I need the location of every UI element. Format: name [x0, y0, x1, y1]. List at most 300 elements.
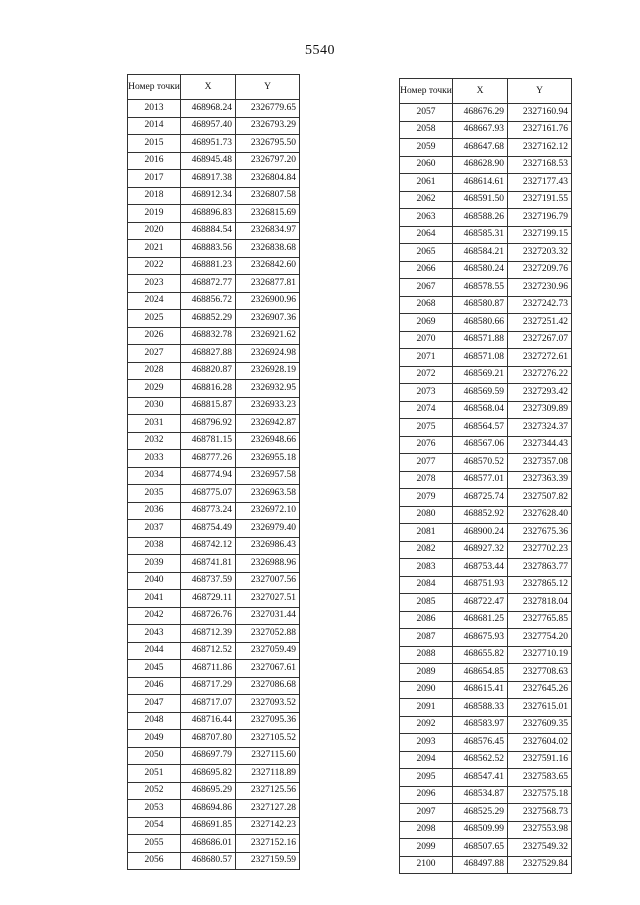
x-coordinate-cell: 468900.24 — [453, 524, 508, 542]
y-coordinate-cell: 2326900.96 — [236, 292, 300, 310]
x-coordinate-cell: 468781.15 — [181, 432, 236, 450]
y-coordinate-cell: 2327363.39 — [508, 471, 572, 489]
table-row — [400, 734, 572, 752]
y-coordinate-cell: 2327199.15 — [508, 226, 572, 244]
x-coordinate-cell: 468827.88 — [181, 345, 236, 363]
table-row — [128, 240, 300, 258]
point-number-cell: 2019 — [128, 205, 181, 223]
x-coordinate-cell: 468569.59 — [453, 384, 508, 402]
point-number-cell: 2083 — [400, 559, 453, 577]
table-row — [400, 716, 572, 734]
point-number-cell: 2074 — [400, 401, 453, 419]
y-coordinate-cell: 2326932.95 — [236, 380, 300, 398]
point-number-cell: 2093 — [400, 734, 453, 752]
x-coordinate-cell: 468796.92 — [181, 415, 236, 433]
table-row — [128, 187, 300, 205]
table-row — [400, 226, 572, 244]
table-row — [400, 751, 572, 769]
point-number-cell: 2068 — [400, 296, 453, 314]
y-coordinate-cell: 2326928.19 — [236, 362, 300, 380]
y-coordinate-cell: 2327818.04 — [508, 594, 572, 612]
x-coordinate-cell: 468654.85 — [453, 664, 508, 682]
table-row — [128, 502, 300, 520]
x-coordinate-cell: 468691.85 — [181, 817, 236, 835]
point-number-cell: 2072 — [400, 366, 453, 384]
table-row — [128, 642, 300, 660]
y-coordinate-cell: 2327553.98 — [508, 821, 572, 839]
x-coordinate-cell: 468774.94 — [181, 467, 236, 485]
point-number-cell: 2067 — [400, 279, 453, 297]
x-coordinate-cell: 468751.93 — [453, 576, 508, 594]
table-row — [128, 432, 300, 450]
x-coordinate-cell: 468883.56 — [181, 240, 236, 258]
table-row — [128, 835, 300, 853]
x-coordinate-cell: 468580.24 — [453, 261, 508, 279]
point-number-cell: 2044 — [128, 642, 181, 660]
point-number-cell: 2042 — [128, 607, 181, 625]
point-number-cell: 2076 — [400, 436, 453, 454]
point-number-cell: 2039 — [128, 555, 181, 573]
y-coordinate-cell: 2327272.61 — [508, 349, 572, 367]
x-coordinate-cell: 468773.24 — [181, 502, 236, 520]
y-coordinate-cell: 2327615.01 — [508, 699, 572, 717]
y-coordinate-cell: 2326807.58 — [236, 187, 300, 205]
table-row — [400, 279, 572, 297]
point-number-cell: 2065 — [400, 244, 453, 262]
y-coordinate-cell: 2326804.84 — [236, 170, 300, 188]
point-number-cell: 2045 — [128, 660, 181, 678]
y-coordinate-cell: 2327575.18 — [508, 786, 572, 804]
x-coordinate-cell: 468917.38 — [181, 170, 236, 188]
y-coordinate-cell: 2327105.52 — [236, 730, 300, 748]
x-coordinate-cell: 468881.23 — [181, 257, 236, 275]
table-row — [400, 349, 572, 367]
x-coordinate-cell: 468694.86 — [181, 800, 236, 818]
x-coordinate-cell: 468716.44 — [181, 712, 236, 730]
point-number-cell: 2071 — [400, 349, 453, 367]
y-coordinate-cell: 2327230.96 — [508, 279, 572, 297]
y-coordinate-cell: 2327031.44 — [236, 607, 300, 625]
x-coordinate-cell: 468951.73 — [181, 135, 236, 153]
point-number-cell: 2018 — [128, 187, 181, 205]
y-coordinate-cell: 2327159.59 — [236, 852, 300, 870]
y-coordinate-cell: 2327059.49 — [236, 642, 300, 660]
point-number-cell: 2032 — [128, 432, 181, 450]
x-coordinate-cell: 468580.87 — [453, 296, 508, 314]
point-number-cell: 2075 — [400, 419, 453, 437]
coordinates-table-right — [399, 78, 572, 874]
x-coordinate-cell: 468667.93 — [453, 121, 508, 139]
point-number-cell: 2043 — [128, 625, 181, 643]
y-coordinate-cell: 2327191.55 — [508, 191, 572, 209]
point-number-cell: 2029 — [128, 380, 181, 398]
x-coordinate-cell: 468820.87 — [181, 362, 236, 380]
point-number-cell: 2047 — [128, 695, 181, 713]
x-coordinate-cell: 468534.87 — [453, 786, 508, 804]
x-coordinate-cell: 468852.92 — [453, 506, 508, 524]
x-coordinate-cell: 468742.12 — [181, 537, 236, 555]
point-number-cell: 2089 — [400, 664, 453, 682]
page-number: 5540 — [305, 43, 335, 58]
y-coordinate-cell: 2326779.65 — [236, 100, 300, 118]
table-row — [128, 625, 300, 643]
y-coordinate-cell: 2327118.89 — [236, 765, 300, 783]
point-number-cell: 2062 — [400, 191, 453, 209]
x-coordinate-cell: 468815.87 — [181, 397, 236, 415]
table-row — [400, 209, 572, 227]
table-row — [400, 384, 572, 402]
y-coordinate-cell: 2327161.76 — [508, 121, 572, 139]
x-coordinate-cell: 468725.74 — [453, 489, 508, 507]
x-coordinate-cell: 468547.41 — [453, 769, 508, 787]
x-coordinate-cell: 468614.61 — [453, 174, 508, 192]
x-coordinate-cell: 468585.31 — [453, 226, 508, 244]
x-coordinate-cell: 468564.57 — [453, 419, 508, 437]
y-coordinate-cell: 2326842.60 — [236, 257, 300, 275]
x-coordinate-cell: 468896.83 — [181, 205, 236, 223]
x-coordinate-cell: 468578.55 — [453, 279, 508, 297]
table-row — [128, 152, 300, 170]
table-row — [400, 594, 572, 612]
table-row — [128, 817, 300, 835]
x-coordinate-cell: 468647.68 — [453, 139, 508, 157]
x-coordinate-cell: 468777.26 — [181, 450, 236, 468]
x-coordinate-cell: 468816.28 — [181, 380, 236, 398]
x-coordinate-cell: 468680.57 — [181, 852, 236, 870]
y-coordinate-cell: 2327242.73 — [508, 296, 572, 314]
x-coordinate-cell: 468712.39 — [181, 625, 236, 643]
point-number-cell: 2088 — [400, 646, 453, 664]
y-coordinate-cell: 2327052.88 — [236, 625, 300, 643]
table-row — [128, 590, 300, 608]
table-row — [400, 681, 572, 699]
table-row — [128, 607, 300, 625]
table-row — [128, 205, 300, 223]
x-coordinate-cell: 468695.82 — [181, 765, 236, 783]
y-coordinate-cell: 2327865.12 — [508, 576, 572, 594]
table-row — [400, 804, 572, 822]
table-row — [400, 524, 572, 542]
table-header-row — [400, 79, 572, 104]
x-coordinate-cell: 468588.33 — [453, 699, 508, 717]
x-coordinate-cell: 468711.86 — [181, 660, 236, 678]
point-number-cell: 2053 — [128, 800, 181, 818]
y-coordinate-cell: 2326986.43 — [236, 537, 300, 555]
x-coordinate-cell: 468655.82 — [453, 646, 508, 664]
point-number-cell: 2090 — [400, 681, 453, 699]
table-row — [400, 786, 572, 804]
table-row — [128, 327, 300, 345]
y-coordinate-cell: 2327710.19 — [508, 646, 572, 664]
y-coordinate-cell: 2327591.16 — [508, 751, 572, 769]
y-coordinate-cell: 2326921.62 — [236, 327, 300, 345]
x-coordinate-cell: 468717.07 — [181, 695, 236, 713]
x-coordinate-cell: 468832.78 — [181, 327, 236, 345]
table-row — [128, 117, 300, 135]
y-coordinate-cell: 2327702.23 — [508, 541, 572, 559]
x-coordinate-cell: 468571.88 — [453, 331, 508, 349]
point-number-cell: 2016 — [128, 152, 181, 170]
point-number-cell: 2099 — [400, 839, 453, 857]
point-number-cell: 2094 — [400, 751, 453, 769]
x-coordinate-cell: 468729.11 — [181, 590, 236, 608]
x-coordinate-cell: 468737.59 — [181, 572, 236, 590]
y-coordinate-cell: 2326793.29 — [236, 117, 300, 135]
y-coordinate-cell: 2327086.68 — [236, 677, 300, 695]
y-coordinate-cell: 2327276.22 — [508, 366, 572, 384]
point-number-cell: 2060 — [400, 156, 453, 174]
y-coordinate-cell: 2327675.36 — [508, 524, 572, 542]
table-row — [128, 467, 300, 485]
point-number-cell: 2017 — [128, 170, 181, 188]
y-coordinate-cell: 2326838.68 — [236, 240, 300, 258]
point-number-cell: 2020 — [128, 222, 181, 240]
table-row — [400, 471, 572, 489]
table-row — [128, 852, 300, 870]
y-coordinate-cell: 2327267.07 — [508, 331, 572, 349]
table-row — [128, 310, 300, 328]
point-number-cell: 2066 — [400, 261, 453, 279]
table-row — [128, 135, 300, 153]
y-coordinate-cell: 2326963.58 — [236, 485, 300, 503]
table-row — [128, 292, 300, 310]
table-row — [128, 695, 300, 713]
x-coordinate-cell: 468722.47 — [453, 594, 508, 612]
point-number-cell: 2100 — [400, 856, 453, 874]
table-row — [128, 572, 300, 590]
point-number-cell: 2055 — [128, 835, 181, 853]
y-coordinate-cell: 2326834.97 — [236, 222, 300, 240]
point-number-cell: 2087 — [400, 629, 453, 647]
table-row — [128, 450, 300, 468]
point-number-cell: 2064 — [400, 226, 453, 244]
table-row — [128, 275, 300, 293]
x-coordinate-cell: 468697.79 — [181, 747, 236, 765]
table-row — [128, 782, 300, 800]
point-number-cell: 2096 — [400, 786, 453, 804]
y-coordinate-cell: 2326948.66 — [236, 432, 300, 450]
x-coordinate-cell: 468568.04 — [453, 401, 508, 419]
y-coordinate-cell: 2327765.85 — [508, 611, 572, 629]
y-coordinate-cell: 2326907.36 — [236, 310, 300, 328]
table-row — [400, 296, 572, 314]
table-row — [400, 104, 572, 122]
point-number-cell: 2078 — [400, 471, 453, 489]
y-coordinate-cell: 2327251.42 — [508, 314, 572, 332]
x-coordinate-cell: 468497.88 — [453, 856, 508, 874]
x-coordinate-cell: 468753.44 — [453, 559, 508, 577]
table-row — [128, 537, 300, 555]
table-row — [400, 174, 572, 192]
table-row — [128, 257, 300, 275]
y-coordinate-cell: 2326815.69 — [236, 205, 300, 223]
y-coordinate-cell: 2327863.77 — [508, 559, 572, 577]
point-number-cell: 2091 — [400, 699, 453, 717]
y-coordinate-cell: 2327529.84 — [508, 856, 572, 874]
y-coordinate-cell: 2327293.42 — [508, 384, 572, 402]
point-number-cell: 2080 — [400, 506, 453, 524]
y-coordinate-cell: 2326797.20 — [236, 152, 300, 170]
table-row — [400, 646, 572, 664]
point-number-cell: 2050 — [128, 747, 181, 765]
table-row — [400, 541, 572, 559]
point-number-cell: 2037 — [128, 520, 181, 538]
y-coordinate-cell: 2327507.82 — [508, 489, 572, 507]
point-number-cell: 2086 — [400, 611, 453, 629]
x-coordinate-cell: 468577.01 — [453, 471, 508, 489]
y-coordinate-cell: 2327027.51 — [236, 590, 300, 608]
point-number-cell: 2073 — [400, 384, 453, 402]
table-row — [400, 664, 572, 682]
table-row — [128, 397, 300, 415]
table-row — [128, 362, 300, 380]
point-number-cell: 2022 — [128, 257, 181, 275]
point-number-cell: 2051 — [128, 765, 181, 783]
table-row — [400, 506, 572, 524]
table-row — [400, 366, 572, 384]
table-row — [400, 611, 572, 629]
y-coordinate-cell: 2326933.23 — [236, 397, 300, 415]
table-row — [128, 380, 300, 398]
point-number-cell: 2027 — [128, 345, 181, 363]
y-coordinate-cell: 2327209.76 — [508, 261, 572, 279]
x-coordinate-cell: 468588.26 — [453, 209, 508, 227]
x-coordinate-cell: 468726.76 — [181, 607, 236, 625]
table-row — [400, 821, 572, 839]
x-coordinate-cell: 468569.21 — [453, 366, 508, 384]
point-number-cell: 2024 — [128, 292, 181, 310]
table-row — [400, 314, 572, 332]
table-row — [400, 454, 572, 472]
table-row — [128, 747, 300, 765]
x-coordinate-cell: 468571.08 — [453, 349, 508, 367]
point-number-cell: 2035 — [128, 485, 181, 503]
point-number-cell: 2057 — [400, 104, 453, 122]
point-number-cell: 2097 — [400, 804, 453, 822]
y-coordinate-cell: 2327708.63 — [508, 664, 572, 682]
x-coordinate-cell: 468872.77 — [181, 275, 236, 293]
point-number-cell: 2070 — [400, 331, 453, 349]
point-number-cell: 2048 — [128, 712, 181, 730]
table-row — [128, 222, 300, 240]
y-coordinate-cell: 2327309.89 — [508, 401, 572, 419]
table-row — [128, 712, 300, 730]
point-number-cell: 2014 — [128, 117, 181, 135]
table-row — [400, 401, 572, 419]
x-coordinate-cell: 468912.34 — [181, 187, 236, 205]
point-number-cell: 2026 — [128, 327, 181, 345]
x-coordinate-cell: 468576.45 — [453, 734, 508, 752]
point-number-cell: 2015 — [128, 135, 181, 153]
y-coordinate-cell: 2327645.26 — [508, 681, 572, 699]
y-coordinate-cell: 2327203.32 — [508, 244, 572, 262]
point-number-cell: 2052 — [128, 782, 181, 800]
y-coordinate-cell: 2327162.12 — [508, 139, 572, 157]
table-row — [400, 419, 572, 437]
y-coordinate-cell: 2327127.28 — [236, 800, 300, 818]
header-point-number: Номер точки — [128, 75, 181, 100]
x-coordinate-cell: 468591.50 — [453, 191, 508, 209]
point-number-cell: 2095 — [400, 769, 453, 787]
y-coordinate-cell: 2327604.02 — [508, 734, 572, 752]
y-coordinate-cell: 2327754.20 — [508, 629, 572, 647]
table-row — [400, 244, 572, 262]
point-number-cell: 2021 — [128, 240, 181, 258]
point-number-cell: 2081 — [400, 524, 453, 542]
y-coordinate-cell: 2327160.94 — [508, 104, 572, 122]
table-row — [400, 261, 572, 279]
x-coordinate-cell: 468562.52 — [453, 751, 508, 769]
table-row — [128, 555, 300, 573]
y-coordinate-cell: 2327568.73 — [508, 804, 572, 822]
y-coordinate-cell: 2327093.52 — [236, 695, 300, 713]
point-number-cell: 2030 — [128, 397, 181, 415]
x-coordinate-cell: 468775.07 — [181, 485, 236, 503]
point-number-cell: 2098 — [400, 821, 453, 839]
table-row — [128, 765, 300, 783]
x-coordinate-cell: 468754.49 — [181, 520, 236, 538]
point-number-cell: 2059 — [400, 139, 453, 157]
point-number-cell: 2046 — [128, 677, 181, 695]
point-number-cell: 2038 — [128, 537, 181, 555]
x-coordinate-cell: 468509.99 — [453, 821, 508, 839]
x-coordinate-cell: 468856.72 — [181, 292, 236, 310]
table-row — [400, 629, 572, 647]
header-y: Y — [508, 79, 572, 104]
x-coordinate-cell: 468580.66 — [453, 314, 508, 332]
table-row — [400, 436, 572, 454]
point-number-cell: 2040 — [128, 572, 181, 590]
header-y: Y — [236, 75, 300, 100]
point-number-cell: 2013 — [128, 100, 181, 118]
point-number-cell: 2058 — [400, 121, 453, 139]
x-coordinate-cell: 468584.21 — [453, 244, 508, 262]
table-row — [128, 415, 300, 433]
point-number-cell: 2084 — [400, 576, 453, 594]
table-row — [128, 730, 300, 748]
point-number-cell: 2063 — [400, 209, 453, 227]
point-number-cell: 2061 — [400, 174, 453, 192]
y-coordinate-cell: 2327095.36 — [236, 712, 300, 730]
table-row — [400, 856, 572, 874]
table-row — [400, 331, 572, 349]
y-coordinate-cell: 2327609.35 — [508, 716, 572, 734]
x-coordinate-cell: 468681.25 — [453, 611, 508, 629]
y-coordinate-cell: 2327067.61 — [236, 660, 300, 678]
x-coordinate-cell: 468927.32 — [453, 541, 508, 559]
x-coordinate-cell: 468884.54 — [181, 222, 236, 240]
x-coordinate-cell: 468583.97 — [453, 716, 508, 734]
y-coordinate-cell: 2326979.40 — [236, 520, 300, 538]
y-coordinate-cell: 2326955.18 — [236, 450, 300, 468]
x-coordinate-cell: 468676.29 — [453, 104, 508, 122]
table-row — [128, 520, 300, 538]
y-coordinate-cell: 2327583.65 — [508, 769, 572, 787]
table-row — [128, 345, 300, 363]
y-coordinate-cell: 2326877.81 — [236, 275, 300, 293]
x-coordinate-cell: 468507.65 — [453, 839, 508, 857]
x-coordinate-cell: 468615.41 — [453, 681, 508, 699]
y-coordinate-cell: 2326988.96 — [236, 555, 300, 573]
x-coordinate-cell: 468570.52 — [453, 454, 508, 472]
x-coordinate-cell: 468717.29 — [181, 677, 236, 695]
y-coordinate-cell: 2327142.23 — [236, 817, 300, 835]
table-row — [400, 559, 572, 577]
header-x: X — [181, 75, 236, 100]
point-number-cell: 2054 — [128, 817, 181, 835]
table-row — [128, 677, 300, 695]
table-row — [400, 191, 572, 209]
